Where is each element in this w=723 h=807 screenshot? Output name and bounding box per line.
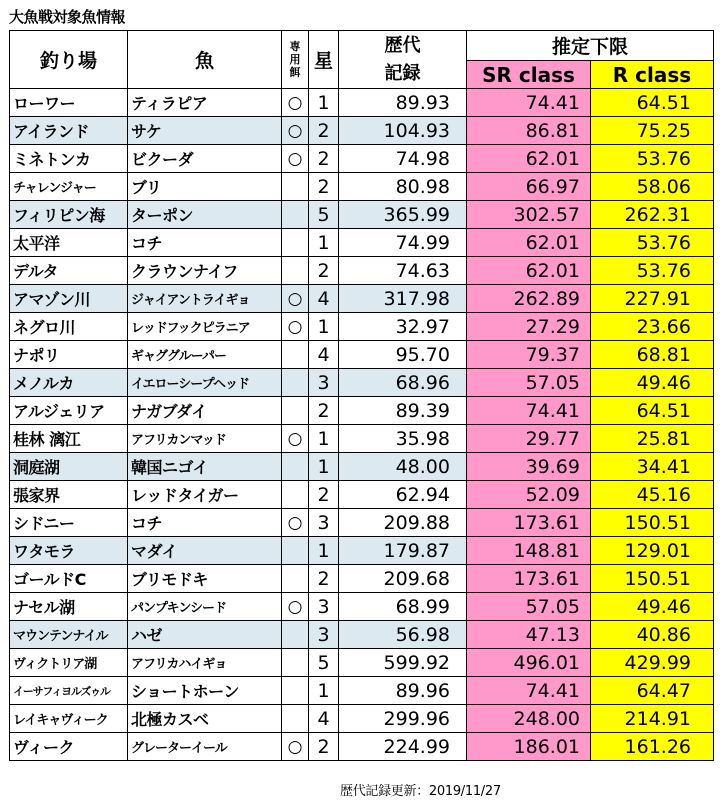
- cell-bait: [282, 677, 309, 705]
- fish-table: [9, 30, 714, 761]
- cell-bait: [282, 201, 309, 229]
- cell-spot: ナポリ: [10, 341, 128, 369]
- header-r-class: R class: [591, 61, 714, 89]
- cell-star: 1: [309, 425, 339, 453]
- cell-spot: メノルカ: [10, 369, 128, 397]
- header-bait-label: 専 用 餌: [289, 40, 301, 79]
- cell-bait: [282, 229, 309, 257]
- cell-spot: ミネトンカ: [10, 145, 128, 173]
- cell-fish: ジャイアントライギョ: [128, 285, 282, 313]
- table-row: [10, 173, 714, 201]
- table-row: [10, 733, 714, 761]
- cell-r: 214.91: [591, 705, 714, 733]
- cell-spot: レイキャヴィーク: [10, 705, 128, 733]
- record-updated-note: 歴代記録更新：2019/11/27: [340, 784, 501, 799]
- header-star: 星: [309, 31, 339, 89]
- cell-record: 179.87: [339, 537, 467, 565]
- table-row: [10, 509, 714, 537]
- cell-r: 64.51: [591, 89, 714, 117]
- cell-star: 3: [309, 593, 339, 621]
- cell-star: 2: [309, 145, 339, 173]
- table-row: [10, 397, 714, 425]
- cell-star: 1: [309, 313, 339, 341]
- cell-spot: フィリピン海: [10, 201, 128, 229]
- cell-sr: 186.01: [467, 733, 591, 761]
- cell-sr: 74.41: [467, 89, 591, 117]
- cell-bait: ○: [282, 593, 309, 621]
- cell-r: 49.46: [591, 593, 714, 621]
- cell-r: 64.51: [591, 397, 714, 425]
- cell-r: 23.66: [591, 313, 714, 341]
- table-row: [10, 649, 714, 677]
- header-fish: 魚: [128, 31, 282, 89]
- cell-bait: [282, 537, 309, 565]
- cell-bait: [282, 705, 309, 733]
- header-sr-class: SR class: [467, 61, 591, 89]
- cell-r: 64.47: [591, 677, 714, 705]
- cell-sr: 62.01: [467, 257, 591, 285]
- cell-bait: [282, 649, 309, 677]
- cell-bait: ○: [282, 89, 309, 117]
- table-row: [10, 537, 714, 565]
- cell-r: 53.76: [591, 257, 714, 285]
- cell-record: 74.63: [339, 257, 467, 285]
- cell-spot: 洞庭湖: [10, 453, 128, 481]
- cell-record: 56.98: [339, 621, 467, 649]
- cell-bait: [282, 173, 309, 201]
- cell-fish: ハゼ: [128, 621, 282, 649]
- cell-record: 209.68: [339, 565, 467, 593]
- cell-spot: アマゾン川: [10, 285, 128, 313]
- cell-r: 53.76: [591, 229, 714, 257]
- cell-r: 429.99: [591, 649, 714, 677]
- cell-fish: イエローシープヘッド: [128, 369, 282, 397]
- cell-record: 74.99: [339, 229, 467, 257]
- cell-record: 224.99: [339, 733, 467, 761]
- cell-spot: ナセル湖: [10, 593, 128, 621]
- cell-star: 2: [309, 397, 339, 425]
- cell-record: 299.96: [339, 705, 467, 733]
- cell-r: 34.41: [591, 453, 714, 481]
- cell-fish: ブリ: [128, 173, 282, 201]
- cell-r: 68.81: [591, 341, 714, 369]
- cell-bait: ○: [282, 145, 309, 173]
- cell-spot: ローワー: [10, 89, 128, 117]
- cell-r: 161.26: [591, 733, 714, 761]
- cell-spot: シドニー: [10, 509, 128, 537]
- cell-fish: 韓国ニゴイ: [128, 453, 282, 481]
- header-record: [339, 31, 467, 89]
- table-row: [10, 481, 714, 509]
- cell-fish: サケ: [128, 117, 282, 145]
- cell-sr: 66.97: [467, 173, 591, 201]
- cell-star: 2: [309, 481, 339, 509]
- cell-fish: ブリモドキ: [128, 565, 282, 593]
- cell-sr: 248.00: [467, 705, 591, 733]
- cell-fish: コチ: [128, 509, 282, 537]
- cell-r: 49.46: [591, 369, 714, 397]
- cell-spot: アイランド: [10, 117, 128, 145]
- cell-sr: 74.41: [467, 677, 591, 705]
- cell-r: 150.51: [591, 565, 714, 593]
- header-bait: [282, 31, 309, 89]
- cell-fish: クラウンナイフ: [128, 257, 282, 285]
- cell-sr: 302.57: [467, 201, 591, 229]
- cell-bait: ○: [282, 509, 309, 537]
- cell-sr: 62.01: [467, 145, 591, 173]
- cell-bait: [282, 341, 309, 369]
- cell-spot: イーサフィヨルズゥル: [10, 677, 128, 705]
- cell-star: 2: [309, 257, 339, 285]
- cell-star: 2: [309, 173, 339, 201]
- cell-record: 599.92: [339, 649, 467, 677]
- cell-record: 104.93: [339, 117, 467, 145]
- cell-fish: レッドタイガー: [128, 481, 282, 509]
- cell-r: 129.01: [591, 537, 714, 565]
- cell-sr: 86.81: [467, 117, 591, 145]
- table-row: [10, 369, 714, 397]
- cell-record: 68.99: [339, 593, 467, 621]
- cell-sr: 79.37: [467, 341, 591, 369]
- cell-star: 3: [309, 621, 339, 649]
- cell-fish: アフリカハイギョ: [128, 649, 282, 677]
- cell-star: 1: [309, 229, 339, 257]
- cell-fish: パンプキンシード: [128, 593, 282, 621]
- cell-record: 317.98: [339, 285, 467, 313]
- cell-record: 62.94: [339, 481, 467, 509]
- cell-r: 262.31: [591, 201, 714, 229]
- cell-sr: 39.69: [467, 453, 591, 481]
- cell-star: 1: [309, 453, 339, 481]
- cell-sr: 57.05: [467, 369, 591, 397]
- cell-star: 1: [309, 537, 339, 565]
- cell-bait: [282, 369, 309, 397]
- cell-fish: コチ: [128, 229, 282, 257]
- header-estimate: 推定下限: [467, 31, 714, 61]
- cell-spot: ワタモラ: [10, 537, 128, 565]
- cell-spot: アルジェリア: [10, 397, 128, 425]
- cell-r: 58.06: [591, 173, 714, 201]
- cell-sr: 27.29: [467, 313, 591, 341]
- cell-sr: 47.13: [467, 621, 591, 649]
- cell-spot: デルタ: [10, 257, 128, 285]
- cell-fish: マダイ: [128, 537, 282, 565]
- cell-spot: 太平洋: [10, 229, 128, 257]
- header-record-line2: 記録: [384, 62, 421, 84]
- cell-sr: 148.81: [467, 537, 591, 565]
- cell-star: 3: [309, 509, 339, 537]
- table-row: [10, 677, 714, 705]
- cell-spot: マウンテンナイル: [10, 621, 128, 649]
- cell-record: 89.39: [339, 397, 467, 425]
- cell-bait: ○: [282, 425, 309, 453]
- cell-bait: ○: [282, 313, 309, 341]
- page-title: 大魚戦対象魚情報: [9, 8, 126, 26]
- cell-fish: レッドフックピラニア: [128, 313, 282, 341]
- cell-spot: ヴィクトリア湖: [10, 649, 128, 677]
- cell-record: 80.98: [339, 173, 467, 201]
- cell-star: 5: [309, 201, 339, 229]
- table-row: [10, 229, 714, 257]
- cell-star: 4: [309, 705, 339, 733]
- cell-r: 25.81: [591, 425, 714, 453]
- cell-bait: [282, 565, 309, 593]
- cell-fish: ショートホーン: [128, 677, 282, 705]
- cell-r: 40.86: [591, 621, 714, 649]
- cell-record: 35.98: [339, 425, 467, 453]
- cell-fish: ナガブダイ: [128, 397, 282, 425]
- cell-record: 209.88: [339, 509, 467, 537]
- cell-sr: 74.41: [467, 397, 591, 425]
- cell-r: 227.91: [591, 285, 714, 313]
- cell-record: 74.98: [339, 145, 467, 173]
- cell-sr: 173.61: [467, 509, 591, 537]
- table-row: [10, 145, 714, 173]
- cell-star: 4: [309, 285, 339, 313]
- cell-star: 3: [309, 369, 339, 397]
- table-row: [10, 453, 714, 481]
- cell-star: 5: [309, 649, 339, 677]
- cell-spot: 桂林 漓江: [10, 425, 128, 453]
- cell-bait: ○: [282, 285, 309, 313]
- cell-bait: [282, 481, 309, 509]
- cell-fish: アフリカンマッド: [128, 425, 282, 453]
- cell-fish: グレーターイール: [128, 733, 282, 761]
- cell-fish: 北極カスベ: [128, 705, 282, 733]
- cell-record: 32.97: [339, 313, 467, 341]
- cell-spot: ヴィーク: [10, 733, 128, 761]
- cell-star: 1: [309, 89, 339, 117]
- table-row: [10, 705, 714, 733]
- table-row: [10, 341, 714, 369]
- cell-fish: ギャググルーパー: [128, 341, 282, 369]
- table-row: [10, 565, 714, 593]
- cell-bait: [282, 621, 309, 649]
- cell-sr: 52.09: [467, 481, 591, 509]
- cell-record: 95.70: [339, 341, 467, 369]
- cell-spot: ゴールドC: [10, 565, 128, 593]
- table-row: [10, 425, 714, 453]
- cell-sr: 262.89: [467, 285, 591, 313]
- cell-r: 150.51: [591, 509, 714, 537]
- cell-bait: ○: [282, 117, 309, 145]
- cell-star: 1: [309, 677, 339, 705]
- cell-spot: 張家界: [10, 481, 128, 509]
- table-row: [10, 285, 714, 313]
- cell-spot: ネグロ川: [10, 313, 128, 341]
- table-row: [10, 89, 714, 117]
- table-row: [10, 313, 714, 341]
- cell-r: 75.25: [591, 117, 714, 145]
- table-row: [10, 257, 714, 285]
- cell-sr: 496.01: [467, 649, 591, 677]
- header-spot: 釣り場: [10, 31, 128, 89]
- cell-record: 365.99: [339, 201, 467, 229]
- cell-r: 53.76: [591, 145, 714, 173]
- cell-spot: チャレンジャー: [10, 173, 128, 201]
- cell-star: 2: [309, 733, 339, 761]
- cell-bait: [282, 257, 309, 285]
- table-row: [10, 593, 714, 621]
- cell-bait: ○: [282, 733, 309, 761]
- cell-bait: [282, 453, 309, 481]
- cell-star: 2: [309, 565, 339, 593]
- table-row: [10, 117, 714, 145]
- cell-record: 68.96: [339, 369, 467, 397]
- cell-record: 48.00: [339, 453, 467, 481]
- cell-record: 89.93: [339, 89, 467, 117]
- cell-fish: ターポン: [128, 201, 282, 229]
- header-record-line1: 歴代: [384, 34, 421, 56]
- cell-bait: [282, 397, 309, 425]
- cell-r: 45.16: [591, 481, 714, 509]
- cell-star: 2: [309, 117, 339, 145]
- cell-fish: ティラピア: [128, 89, 282, 117]
- cell-star: 4: [309, 341, 339, 369]
- table-row: [10, 201, 714, 229]
- table-row: [10, 621, 714, 649]
- cell-sr: 57.05: [467, 593, 591, 621]
- cell-record: 89.96: [339, 677, 467, 705]
- cell-sr: 173.61: [467, 565, 591, 593]
- cell-sr: 29.77: [467, 425, 591, 453]
- cell-fish: ビクーダ: [128, 145, 282, 173]
- cell-sr: 62.01: [467, 229, 591, 257]
